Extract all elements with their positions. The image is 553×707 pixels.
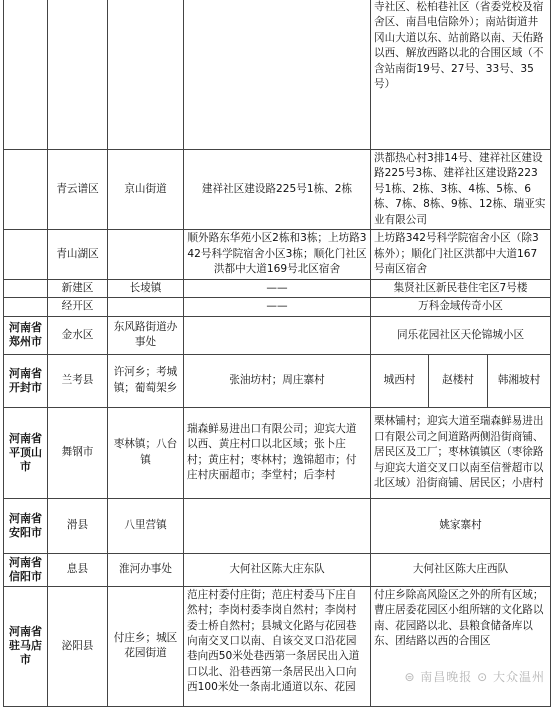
street-cell [108, 298, 184, 316]
high-risk-cell: 建祥社区建设路225号1栋、2栋 [184, 150, 371, 230]
low-risk-cell: 付庄乡除高风险区之外的所有区域；曹庄居委花园区小组所辖的文化路以南、花园路以北、县粮食储备库以东、团结路以西的合围区 [371, 586, 551, 706]
table-row [4, 316, 551, 354]
street-cell [108, 0, 184, 150]
table-row [4, 586, 551, 706]
province-cell: 河南省开封市 [4, 354, 48, 407]
low-risk-cell: 同乐花园社区天伦锦城小区 [371, 316, 551, 354]
high-risk-cell: 瑞森鲜易进出口有限公司；迎宾大道以西、黄庄村口以北区域；张卜庄村；黄庄村；枣林村；逸锦超市；付庄村庆丽超市；李堂村；后李村 [184, 407, 371, 498]
street-cell: 许河乡；考城镇；葡萄架乡 [108, 354, 184, 407]
street-cell: 枣林镇；八台镇 [108, 407, 184, 498]
low-risk-cell: 洪都热心村3排14号、建祥社区建设路225号3栋、建祥社区建设路223号1栋、2栋、3栋、4栋、5栋、6栋、7栋、8栋、9栋、12栋、瑞亚实业有限公司 [371, 150, 551, 230]
low-risk-cell: 寺社区、松柏巷社区（省委党校及宿舍区、南昌电信除外）；南站街道井冈山大道以东、站前路以南、天佑路以西、解放西路以北的合围区域（不含站南街19号、27号、33号、35号） [371, 0, 551, 150]
table-row [4, 553, 551, 586]
low-risk-cell: 集贤社区新民巷住宅区7号楼 [371, 280, 551, 298]
low-risk-cell: 韩湘坡村 [488, 354, 551, 407]
province-cell: 河南省信阳市 [4, 553, 48, 586]
province-cell [4, 298, 48, 316]
district-cell: 青云谱区 [48, 150, 108, 230]
table-row [4, 407, 551, 498]
table-row [4, 150, 551, 230]
district-cell: 兰考县 [48, 354, 108, 407]
risk-area-table [3, 0, 551, 707]
low-risk-cell: 上坊路342号科学院宿舍小区（除3栋外）；顺化门社区洪都中大道167号南区宿舍 [371, 230, 551, 280]
street-cell: 东风路街道办事处 [108, 316, 184, 354]
high-risk-cell: 范庄村委付庄街；范庄村委马下庄自然村；李岗村委李岗自然村；李岗村委士桥自然村；县城文化路与花园巷向南交叉口以南、自该交叉口沿花园巷向西50米处巷西第一条居民出入道口以北、沿巷西第一条居民出入口向西100米处一条南北通道以东、花园 [184, 586, 371, 706]
street-cell: 淮河办事处 [108, 553, 184, 586]
source-watermark: ⊜ 南昌晚报 ⊙ 大众温州 [404, 668, 545, 685]
high-risk-cell [184, 0, 371, 150]
district-cell: 泌阳县 [48, 586, 108, 706]
province-cell [4, 0, 48, 150]
province-cell [4, 280, 48, 298]
street-cell: 八里营镇 [108, 498, 184, 553]
district-cell: 新建区 [48, 280, 108, 298]
table-row [4, 230, 551, 280]
low-risk-cell: 大何社区陈大庄西队 [371, 553, 551, 586]
province-cell: 河南省郑州市 [4, 316, 48, 354]
street-cell: 京山街道 [108, 150, 184, 230]
high-risk-cell [184, 498, 371, 553]
table-row [4, 0, 551, 150]
district-cell: 金水区 [48, 316, 108, 354]
high-risk-cell: 大何社区陈大庄东队 [184, 553, 371, 586]
table-row [4, 280, 551, 298]
high-risk-cell: —— [184, 280, 371, 298]
district-cell: 舞钢市 [48, 407, 108, 498]
high-risk-cell [184, 316, 371, 354]
province-cell: 河南省安阳市 [4, 498, 48, 553]
high-risk-cell: 顺外路东华苑小区2栋和3栋；上坊路342号科学院宿舍小区3栋；顺化门社区洪都中大道169号北区宿舍 [184, 230, 371, 280]
table-row [4, 354, 551, 407]
district-cell [48, 0, 108, 150]
province-cell [4, 230, 48, 280]
district-cell: 滑县 [48, 498, 108, 553]
high-risk-cell: 张油坊村；周庄寨村 [184, 354, 371, 407]
street-cell: 长堎镇 [108, 280, 184, 298]
province-cell: 河南省驻马店市 [4, 586, 48, 706]
province-cell [4, 150, 48, 230]
table-row [4, 298, 551, 316]
street-cell [108, 230, 184, 280]
street-cell: 付庄乡；城区花园街道 [108, 586, 184, 706]
low-risk-cell: 万科金域传奇小区 [371, 298, 551, 316]
table-row [4, 498, 551, 553]
low-risk-cell: 城西村 [371, 354, 429, 407]
province-cell: 河南省平顶山市 [4, 407, 48, 498]
district-cell: 青山湖区 [48, 230, 108, 280]
low-risk-cell: 姚家寨村 [371, 498, 551, 553]
low-risk-cell: 栗林铺村；迎宾大道至瑞森鲜易进出口有限公司之间道路两侧沿街商铺、居民区及工厂；枣林镇镇区（枣徐路与迎宾大道交叉口以南至信誉超市以北区域）沿街商铺、居民区；小唐村 [371, 407, 551, 498]
district-cell: 经开区 [48, 298, 108, 316]
low-risk-cell: 赵楼村 [429, 354, 488, 407]
district-cell: 息县 [48, 553, 108, 586]
high-risk-cell: —— [184, 298, 371, 316]
